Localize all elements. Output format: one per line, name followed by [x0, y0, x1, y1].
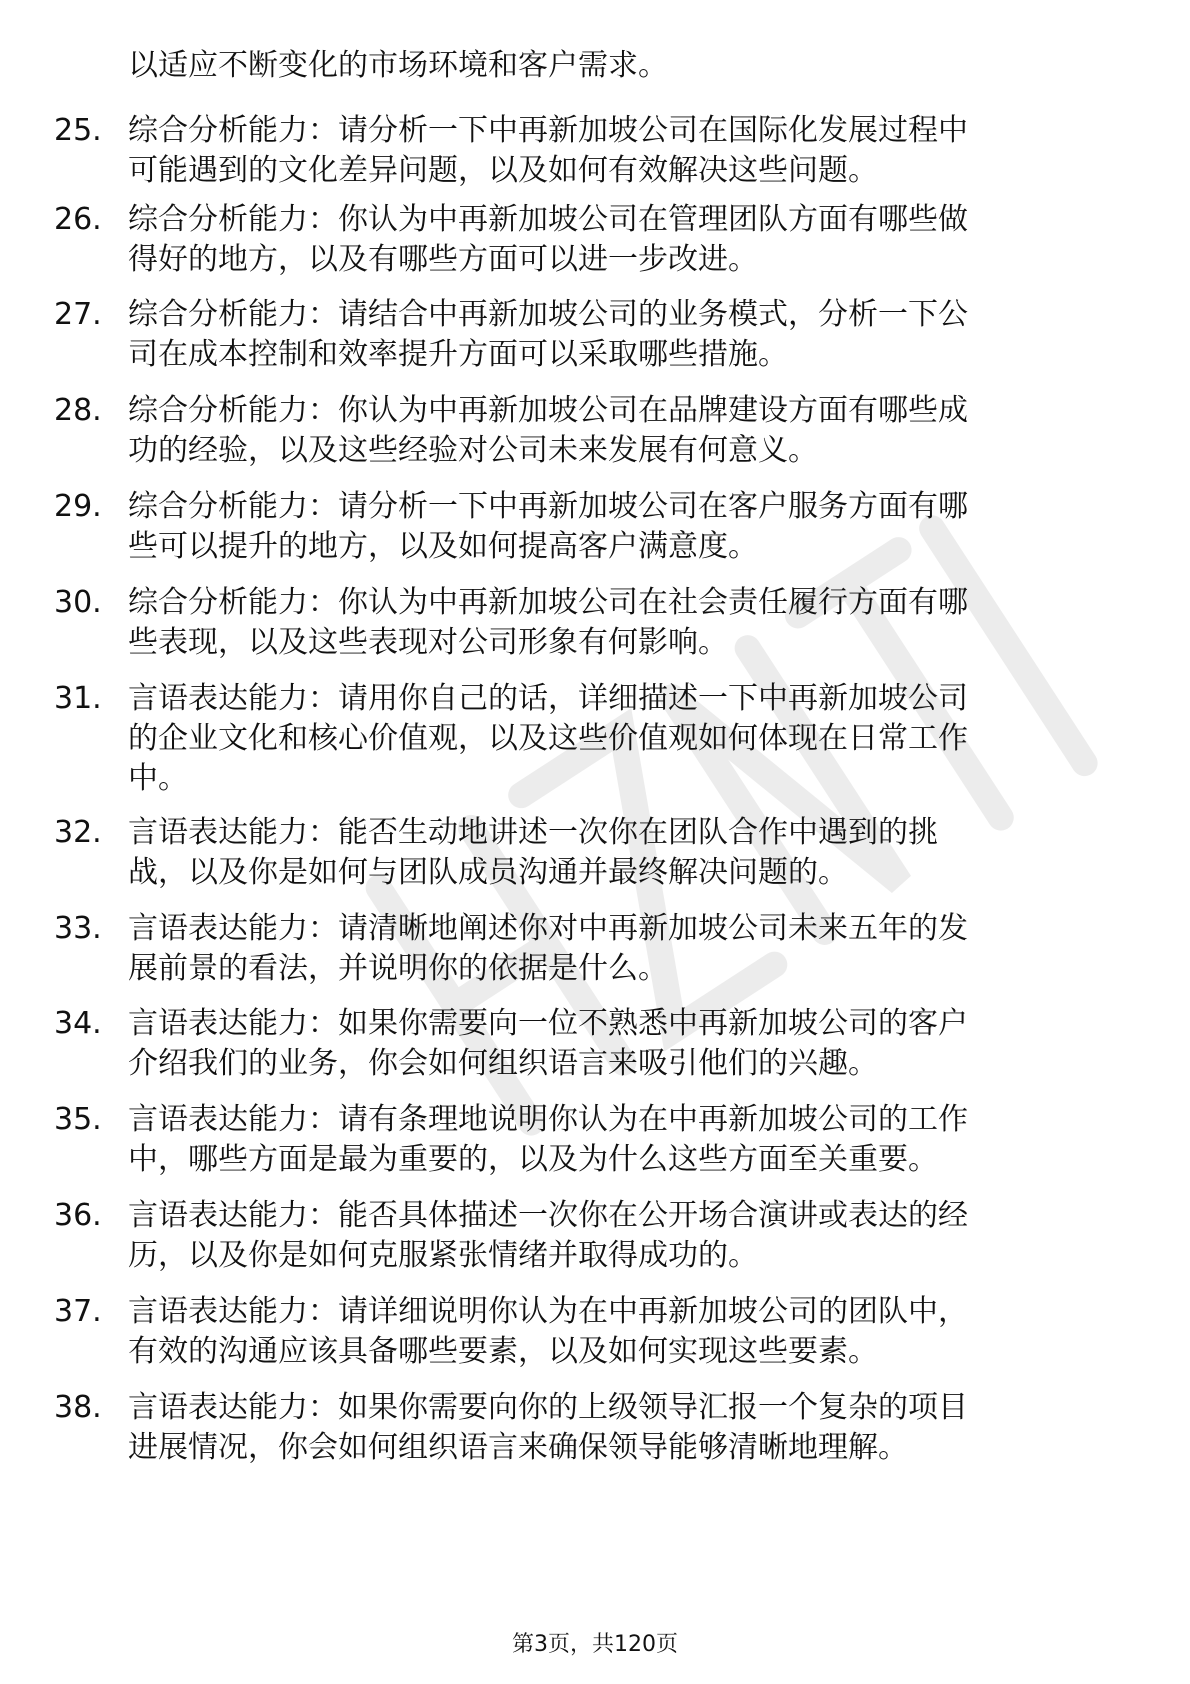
question-line: 综合分析能力：你认为中再新加坡公司在品牌建设方面有哪些成 — [128, 393, 968, 428]
question-line: 言语表达能力：如果你需要向你的上级领导汇报一个复杂的项目 — [128, 1390, 968, 1425]
question-line: 中，哪些方面是最为重要的，以及为什么这些方面至关重要。 — [128, 1142, 938, 1177]
question-text — [128, 295, 1128, 375]
question-text — [128, 813, 1128, 893]
question-text — [128, 909, 1128, 989]
question-text — [128, 1196, 1128, 1276]
question-number: 26. — [54, 202, 102, 237]
question-line: 言语表达能力：请用你自己的话，详细描述一下中再新加坡公司 — [128, 681, 968, 716]
question-text — [128, 1100, 1128, 1180]
question-line: 言语表达能力：请详细说明你认为在中再新加坡公司的团队中， — [128, 1294, 968, 1329]
question-line: 些表现，以及这些表现对公司形象有何影响。 — [128, 625, 728, 660]
question-line: 言语表达能力：能否具体描述一次你在公开场合演讲或表达的经 — [128, 1198, 968, 1233]
question-text — [128, 391, 1128, 471]
question-text — [128, 200, 1128, 280]
question-text — [128, 583, 1128, 663]
question-number: 28. — [54, 393, 102, 428]
question-number: 36. — [54, 1198, 102, 1233]
question-line: 司在成本控制和效率提升方面可以采取哪些措施。 — [128, 337, 788, 372]
question-number: 32. — [54, 815, 102, 850]
question-line: 可能遇到的文化差异问题，以及如何有效解决这些问题。 — [128, 153, 878, 188]
question-line: 进展情况，你会如何组织语言来确保领导能够清晰地理解。 — [128, 1430, 908, 1465]
question-number: 34. — [54, 1006, 102, 1041]
question-number: 33. — [54, 911, 102, 946]
question-line: 中。 — [128, 761, 188, 796]
question-number: 27. — [54, 297, 102, 332]
question-line: 言语表达能力：如果你需要向一位不熟悉中再新加坡公司的客户 — [128, 1006, 968, 1041]
question-line: 展前景的看法，并说明你的依据是什么。 — [128, 951, 668, 986]
question-text — [128, 487, 1128, 567]
question-number: 38. — [54, 1390, 102, 1425]
question-number: 37. — [54, 1294, 102, 1329]
question-text — [128, 111, 1128, 191]
question-text — [128, 1388, 1128, 1468]
question-line: 有效的沟通应该具备哪些要素，以及如何实现这些要素。 — [128, 1334, 878, 1369]
question-text — [128, 1004, 1128, 1084]
question-line: 言语表达能力：请有条理地说明你认为在中再新加坡公司的工作 — [128, 1102, 968, 1137]
question-line: 战，以及你是如何与团队成员沟通并最终解决问题的。 — [128, 855, 848, 890]
page-footer: 第3页，共120页 — [512, 1632, 678, 1657]
carry-over-line: 以适应不断变化的市场环境和客户需求。 — [128, 48, 668, 83]
question-line: 综合分析能力：请结合中再新加坡公司的业务模式，分析一下公 — [128, 297, 968, 332]
question-line: 综合分析能力：请分析一下中再新加坡公司在客户服务方面有哪 — [128, 489, 968, 524]
question-number: 30. — [54, 585, 102, 620]
question-line: 言语表达能力：请清晰地阐述你对中再新加坡公司未来五年的发 — [128, 911, 968, 946]
question-line: 综合分析能力：请分析一下中再新加坡公司在国际化发展过程中 — [128, 113, 968, 148]
question-text — [128, 1292, 1128, 1372]
question-line: 些可以提升的地方，以及如何提高客户满意度。 — [128, 529, 758, 564]
question-line: 的企业文化和核心价值观，以及这些价值观如何体现在日常工作 — [128, 721, 968, 756]
question-line: 历，以及你是如何克服紧张情绪并取得成功的。 — [128, 1238, 758, 1273]
question-line: 得好的地方，以及有哪些方面可以进一步改进。 — [128, 242, 758, 277]
question-line: 介绍我们的业务，你会如何组织语言来吸引他们的兴趣。 — [128, 1046, 878, 1081]
question-text — [128, 679, 1128, 799]
question-number: 31. — [54, 681, 102, 716]
question-number: 29. — [54, 489, 102, 524]
question-line: 功的经验，以及这些经验对公司未来发展有何意义。 — [128, 433, 818, 468]
question-line: 言语表达能力：能否生动地讲述一次你在团队合作中遇到的挑 — [128, 815, 938, 850]
question-line: 综合分析能力：你认为中再新加坡公司在管理团队方面有哪些做 — [128, 202, 968, 237]
question-line: 综合分析能力：你认为中再新加坡公司在社会责任履行方面有哪 — [128, 585, 968, 620]
question-number: 25. — [54, 113, 102, 148]
question-number: 35. — [54, 1102, 102, 1137]
